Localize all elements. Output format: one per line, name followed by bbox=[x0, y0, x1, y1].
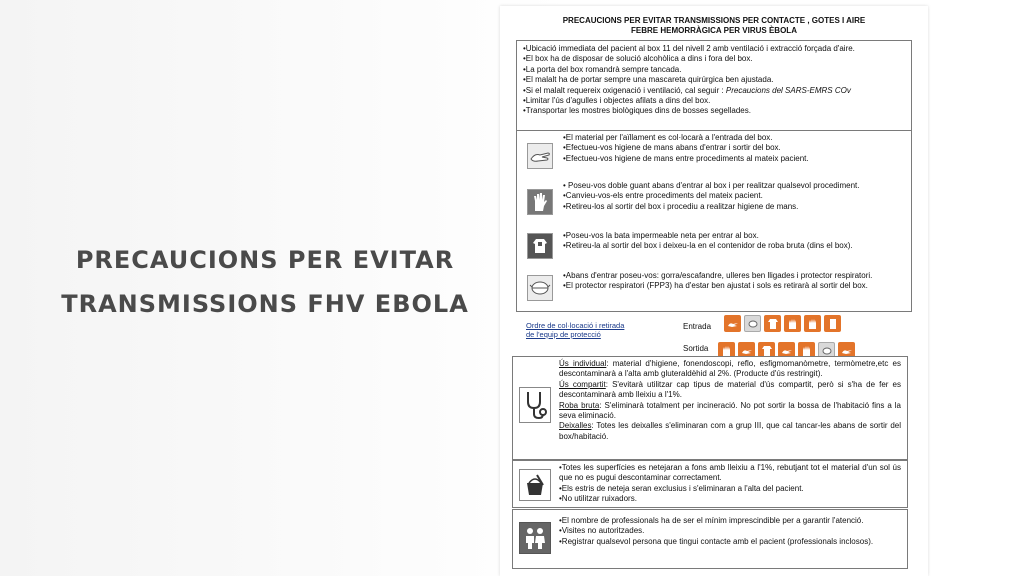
measure-line: •Ubicació immediata del pacient al box 11 del nivell 2 amb ventilació i extracció forçada d'aire. bbox=[523, 44, 855, 53]
entry-sequence bbox=[724, 315, 841, 332]
hand-hygiene-line: •Efectueu-vos higiene de mans entre procediments al mateix pacient. bbox=[563, 153, 809, 163]
mask-line: •Abans d'entrar poseu-vos: gorra/escafandre, ulleres ben lligades i protector respiratori. bbox=[563, 271, 873, 280]
slide-title-line-1: PRECAUCIONS PER EVITAR bbox=[75, 246, 455, 274]
gown-step-icon bbox=[764, 315, 781, 332]
measure-line bbox=[523, 86, 905, 96]
shared-use-text: : S'evitarà utilitzar cap tipus de material d'ús compartit, però si s'ha de fer es descontaminarà amb lleixiu a l'1%. bbox=[559, 379, 901, 400]
measure-line: •El box ha de disposar de solució alcohòlica a dins i fora del box. bbox=[523, 54, 753, 64]
gown-step-icon bbox=[824, 315, 841, 332]
mask-line: •El protector respiratori (FPP3) ha d'estar ben ajustat i sols es retirarà al sortir del box. bbox=[563, 281, 868, 291]
individual-use-text: : material d'higiene, fonendoscopi, reflo, esfigmomanòmetre, termòmetre,etc es descontaminarà a l'alta amb gluteraldèhid al 2%. (Producte d'ús restringit). bbox=[559, 359, 901, 379]
stethoscope-icon bbox=[519, 387, 551, 423]
cleaning-line: •Totes les superfícies es netejaran a fons amb lleixiu a l'1%, rebutjant tot el material d'un sol ús que no es pugui descontaminar correctament. bbox=[559, 463, 901, 483]
visitor-line: •Registrar qualsevol persona que tingui contacte amb el pacient (professionals inclosos). bbox=[559, 536, 874, 546]
measure-line: •El malalt ha de portar sempre una mascareta quirúrgica ben ajustada. bbox=[523, 75, 774, 85]
mask-step-icon bbox=[744, 315, 761, 332]
cleaning-box bbox=[512, 460, 908, 508]
waste-term: Deixalles bbox=[559, 421, 592, 431]
slide-title-line-2: TRANSMISSIONS FHV EBOLA bbox=[61, 290, 469, 318]
measure-line: •Limitar l'ús d'agulles i objectes afilats a dins del box. bbox=[523, 96, 711, 106]
waste-text: : Totes les deixalles s'eliminaran com a grup III, que cal tancar-les abans de sortir del box/habitació. bbox=[559, 421, 901, 441]
precautions-document bbox=[500, 6, 928, 576]
entry-label: Entrada bbox=[683, 322, 712, 331]
people-icon bbox=[519, 522, 551, 554]
document-title bbox=[500, 16, 928, 36]
respirator-mask-icon bbox=[527, 275, 553, 301]
measure-line: •Transportar les mostres biològiques dins de bosses segellades. bbox=[523, 106, 751, 116]
dirty-laundry-line bbox=[559, 401, 901, 422]
dirty-laundry-term: Roba bruta bbox=[559, 400, 600, 410]
shared-use-line bbox=[559, 380, 901, 401]
document-title-line-1: PRECAUCIONS PER EVITAR TRANSMISSIONS PER CONTACTE , GOTES I AIRE bbox=[562, 16, 866, 25]
gloves-line: •Retireu-los al sortir del box i procediu a realitzar higiene de mans. bbox=[563, 201, 799, 211]
gown-row bbox=[517, 231, 911, 265]
slide-title bbox=[60, 238, 470, 326]
gloves-icon bbox=[527, 189, 553, 215]
measure-text: •Si el malalt requereix oxigenació i ventilació, cal seguir : bbox=[523, 85, 726, 95]
gloves-row bbox=[517, 179, 911, 223]
measure-line: •La porta del box romandrà sempre tancada. bbox=[523, 64, 682, 74]
gown-icon bbox=[527, 233, 553, 259]
gown-line: •Poseu-vos la bata impermeable neta per entrar al box. bbox=[563, 231, 759, 240]
waste-line bbox=[559, 421, 901, 442]
hand-washing-icon bbox=[527, 143, 553, 169]
gloves-line: • Poseu-vos doble guant abans d'entrar al box i per realitzar qualsevol procediment. bbox=[563, 181, 860, 190]
gloves-line: •Canvieu-vos-els entre procediments del mateix pacient. bbox=[563, 191, 763, 201]
cleaning-bucket-icon bbox=[519, 469, 551, 501]
individual-use-term: Ús individual bbox=[559, 359, 607, 368]
exit-label: Sortida bbox=[683, 344, 709, 353]
visitors-box bbox=[512, 509, 908, 569]
measure-italic-ref: Precaucions del SARS-EMRS COv bbox=[725, 85, 851, 95]
visitor-line: •Visites no autoritzades. bbox=[559, 526, 645, 536]
document-title-line-2: FEBRE HEMORRÀGICA PER VIRUS ÈBOLA bbox=[631, 26, 797, 35]
mask-row bbox=[517, 271, 911, 311]
hand-hygiene-row bbox=[517, 133, 911, 169]
gloves-step-icon bbox=[804, 315, 821, 332]
individual-use-line bbox=[559, 359, 901, 380]
material-handling-box bbox=[512, 356, 908, 460]
cleaning-line: •No utilitzar ruixadors. bbox=[559, 494, 637, 504]
gown-line: •Retireu-la al sortir del box i deixeu-la en el contenidor de roba bruta (dins el box). bbox=[563, 241, 853, 251]
general-measures-box bbox=[516, 40, 912, 132]
shared-use-term: Ús compartit bbox=[559, 379, 606, 389]
hand-hygiene-line: •El material per l'aïllament es col·locarà a l'entrada del box. bbox=[563, 133, 773, 142]
visitor-line: •El nombre de professionals ha de ser el mínim imprescindible per a garantir l'atenció. bbox=[559, 516, 864, 525]
hand-hygiene-line: •Efectueu-vos higiene de mans abans d'entrar i sortir del box. bbox=[563, 143, 781, 153]
hand-hygiene-step-icon bbox=[724, 315, 741, 332]
cleaning-line: •Els estris de neteja seran exclusius i s'eliminaran a l'alta del pacient. bbox=[559, 483, 804, 493]
dirty-laundry-text: : S'eliminarà totalment per incineració. No pot sortir la bossa de l'habitació fins a la seva eliminació. bbox=[559, 400, 901, 421]
order-link[interactable]: Ordre de col·locació i retirada de l'equip de protecció bbox=[526, 321, 625, 339]
protection-equipment-box bbox=[516, 130, 912, 312]
gloves-step-icon bbox=[784, 315, 801, 332]
